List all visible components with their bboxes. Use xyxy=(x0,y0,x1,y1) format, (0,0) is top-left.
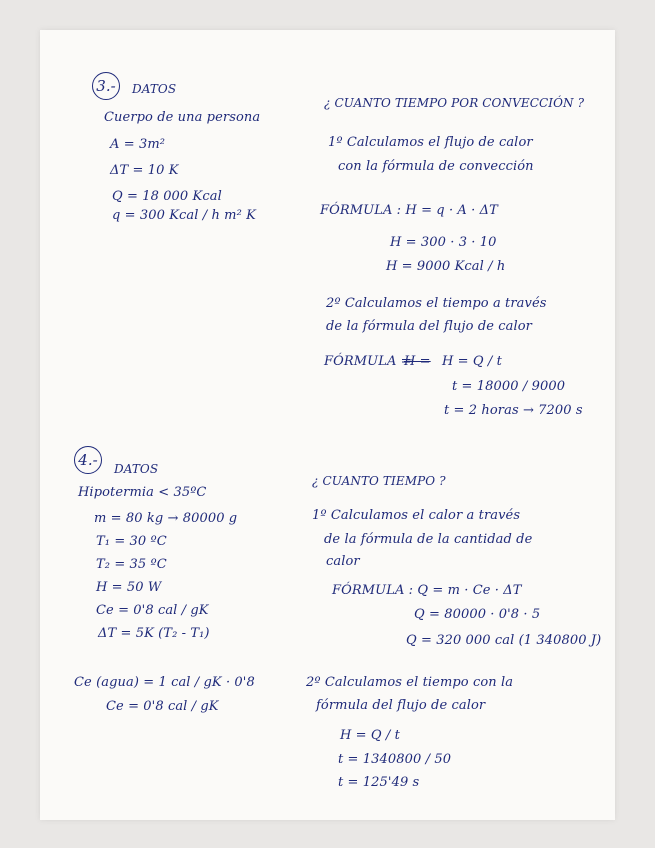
problem-4-calc2-line3: t = 125'49 s xyxy=(338,775,420,790)
problem-3-data-heat: Q = 18 000 Kcal xyxy=(112,189,222,204)
problem-4-calc1-line2: Q = 320 000 cal (1 340800 J) xyxy=(406,633,602,648)
problem-3-datos-title: DATOS xyxy=(132,82,177,96)
problem-4-subject: Hipotermia < 35ºC xyxy=(78,485,207,500)
problem-3-calc2-line1: t = 18000 / 9000 xyxy=(452,379,566,394)
problem-3-formula2: H = Q / t xyxy=(442,354,502,369)
problem-3-data-deltat: ΔT = 10 K xyxy=(110,163,179,178)
problem-3-formula2-label: FÓRMULA = xyxy=(324,354,412,369)
problem-4-formula1: FÓRMULA : Q = m · Ce · ΔT xyxy=(332,583,522,598)
problem-4-step2-line1: 2º Calculamos el tiempo con la xyxy=(306,675,514,690)
problem-3-calc1-line1: H = 300 · 3 · 10 xyxy=(390,235,497,250)
problem-3-step2-line1: 2º Calculamos el tiempo a través xyxy=(326,296,547,311)
problem-4-data-ce: Ce = 0'8 cal / gK xyxy=(96,603,209,618)
problem-3-calc2-line2: t = 2 horas → 7200 s xyxy=(444,403,583,418)
problem-3-step2-line2: de la fórmula del flujo de calor xyxy=(326,319,532,334)
problem-3-number: 3.- xyxy=(92,72,120,100)
problem-3-data-area: A = 3m² xyxy=(110,137,166,152)
problem-3-formula1: FÓRMULA : H = q · A · ΔT xyxy=(320,203,498,218)
problem-4-step1-line2: de la fórmula de la cantidad de xyxy=(324,532,533,547)
problem-4-calc2-line2: t = 1340800 / 50 xyxy=(338,752,452,767)
problem-3-step1-line1: 1º Calculamos el flujo de calor xyxy=(328,135,533,150)
problem-3-data-coefficient: q = 300 Kcal / h m² K xyxy=(112,208,256,223)
problem-4-number: 4.- xyxy=(74,446,102,474)
problem-3-question: ¿ CUANTO TIEMPO POR CONVECCIÓN ? xyxy=(324,96,585,110)
problem-3-step1-line2: con la fórmula de convección xyxy=(338,159,534,174)
problem-4-step1-line1: 1º Calculamos el calor a través xyxy=(312,508,521,523)
problem-4-step1-line3: calor xyxy=(326,554,360,569)
problem-4-data-t2: T₂ = 35 ºC xyxy=(96,557,167,572)
problem-4-ce-result: Ce = 0'8 cal / gK xyxy=(106,699,219,714)
problem-4-data-power: H = 50 W xyxy=(96,580,162,595)
problem-3-subject: Cuerpo de una persona xyxy=(104,110,261,125)
problem-4-question: ¿ CUANTO TIEMPO ? xyxy=(312,474,446,488)
problem-4-data-deltat: ΔT = 5K (T₂ - T₁) xyxy=(98,626,210,641)
problem-3-formula2-struck: H = xyxy=(404,354,431,369)
problem-4-data-t1: T₁ = 30 ºC xyxy=(96,534,167,549)
problem-4-datos-title: DATOS xyxy=(114,462,159,476)
problem-4-calc2-line1: H = Q / t xyxy=(340,728,400,743)
notebook-page xyxy=(40,30,615,820)
problem-3-calc1-line2: H = 9000 Kcal / h xyxy=(386,259,506,274)
problem-4-data-mass: m = 80 kg → 80000 g xyxy=(94,511,238,526)
problem-4-ce-agua: Ce (agua) = 1 cal / gK · 0'8 xyxy=(74,675,255,690)
problem-4-calc1-line1: Q = 80000 · 0'8 · 5 xyxy=(414,607,541,622)
problem-4-step2-line2: fórmula del flujo de calor xyxy=(316,698,486,713)
